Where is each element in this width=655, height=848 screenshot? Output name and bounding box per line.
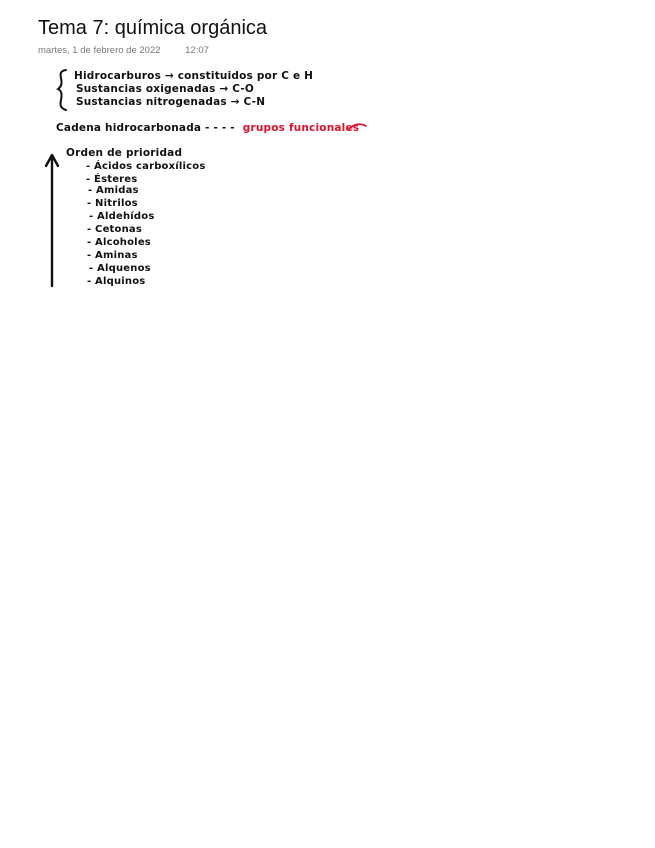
priority-heading: Orden de prioridad [66,147,183,159]
priority-item: - Cetonas [87,224,143,235]
page-date: martes, 1 de febrero de 2022 [38,45,161,56]
priority-item: - Ésteres [86,174,138,185]
note-line-hydrocarbons: Hidrocarburos → constituidos por C e H [74,70,314,82]
chain-highlight: grupos funcionales [242,122,360,134]
page-meta [38,45,209,56]
priority-arrow-head-icon [46,155,58,166]
priority-item: - Alquenos [89,263,151,274]
chain-text: Cadena hidrocarbonada - - - - [56,122,235,134]
note-line-chain [56,123,359,134]
priority-item: - Nitrilos [87,198,138,209]
priority-item: - Aldehídos [89,211,155,222]
page-title: Tema 7: química orgánica [38,17,268,39]
note-line-oxygenated: Sustancias oxigenadas → C-O [76,83,255,95]
priority-item: - Ácidos carboxílicos [86,161,206,172]
page-time: 12:07 [185,45,209,56]
note-line-nitrogenated: Sustancias nitrogenadas → C-N [76,96,266,108]
curly-brace-icon [58,70,66,110]
priority-item: - Amidas [88,185,139,196]
priority-item: - Alcoholes [87,237,151,248]
priority-item: - Aminas [87,250,138,261]
priority-item: - Alquinos [87,276,146,287]
